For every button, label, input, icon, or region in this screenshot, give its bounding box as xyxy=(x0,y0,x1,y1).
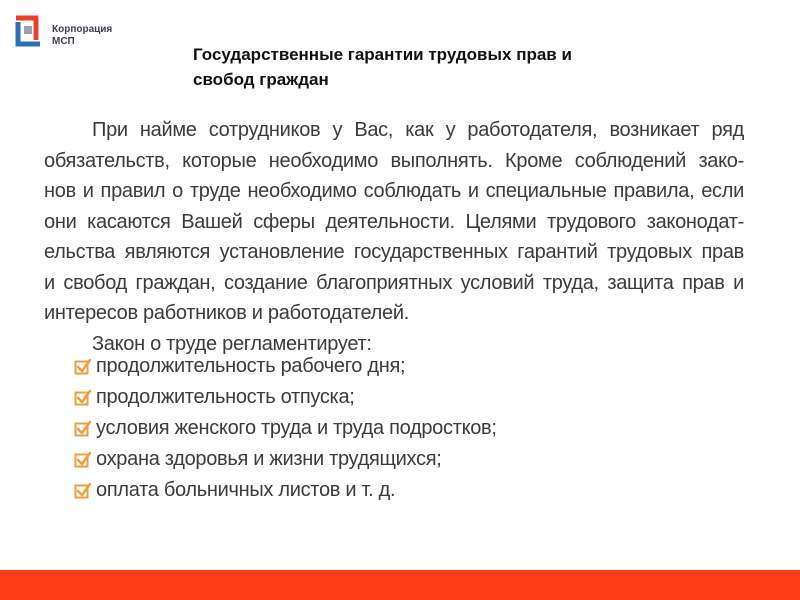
paragraph-line: интересов работников и работодателей. xyxy=(44,302,409,324)
page-title xyxy=(193,42,753,92)
footer-bar xyxy=(0,570,800,600)
logo-line-1: Корпорация xyxy=(52,24,113,35)
regulation-list xyxy=(74,351,744,506)
list-item-text: оплата больничных листов и т. д. xyxy=(96,479,396,501)
list-item xyxy=(74,444,744,475)
list-item-text: охрана здоровья и жизни трудящихся; xyxy=(96,448,442,470)
logo-mark-icon xyxy=(12,10,44,50)
list-item xyxy=(74,351,744,382)
list-item-text: продолжительность отпуска; xyxy=(96,386,355,408)
checkbox-check-icon xyxy=(74,389,92,407)
list-heading: Закон о труде регламентирует: xyxy=(92,332,372,355)
list-item xyxy=(74,413,744,444)
paragraph-line: ельства являются установление государственных гарантий трудовых прав xyxy=(44,241,744,263)
paragraph-line: нов и правил о труде необходимо соблюдать и специальные правила, если xyxy=(44,180,744,202)
checkbox-check-icon xyxy=(74,358,92,376)
list-item xyxy=(74,382,744,413)
logo-line-2: МСП xyxy=(52,36,75,47)
paragraph-line: обязательств, которые необходимо выполнять. Кроме соблюдений зако- xyxy=(44,149,744,172)
list-item-text: условия женского труда и труда подростков; xyxy=(96,417,497,439)
list-item xyxy=(74,475,744,506)
page-title-line-1: Государственные гарантии трудовых прав и xyxy=(193,45,572,64)
checkbox-check-icon xyxy=(74,482,92,500)
main-paragraph xyxy=(44,115,744,359)
paragraph-line: они касаются Вашей сферы деятельности. Целями трудового законодат- xyxy=(44,210,744,233)
paragraph-line: и свобод граждан, создание благоприятных условий труда, защита прав и xyxy=(44,271,744,294)
checkbox-check-icon xyxy=(74,451,92,469)
logo-text xyxy=(52,24,112,48)
checkbox-check-icon xyxy=(74,420,92,438)
list-item-text: продолжительность рабочего дня; xyxy=(96,355,406,377)
company-logo xyxy=(12,10,152,52)
page-title-line-2: свобод граждан xyxy=(193,70,329,89)
paragraph-line: При найме сотрудников у Вас, как у работодателя, возникает ряд xyxy=(92,119,744,141)
